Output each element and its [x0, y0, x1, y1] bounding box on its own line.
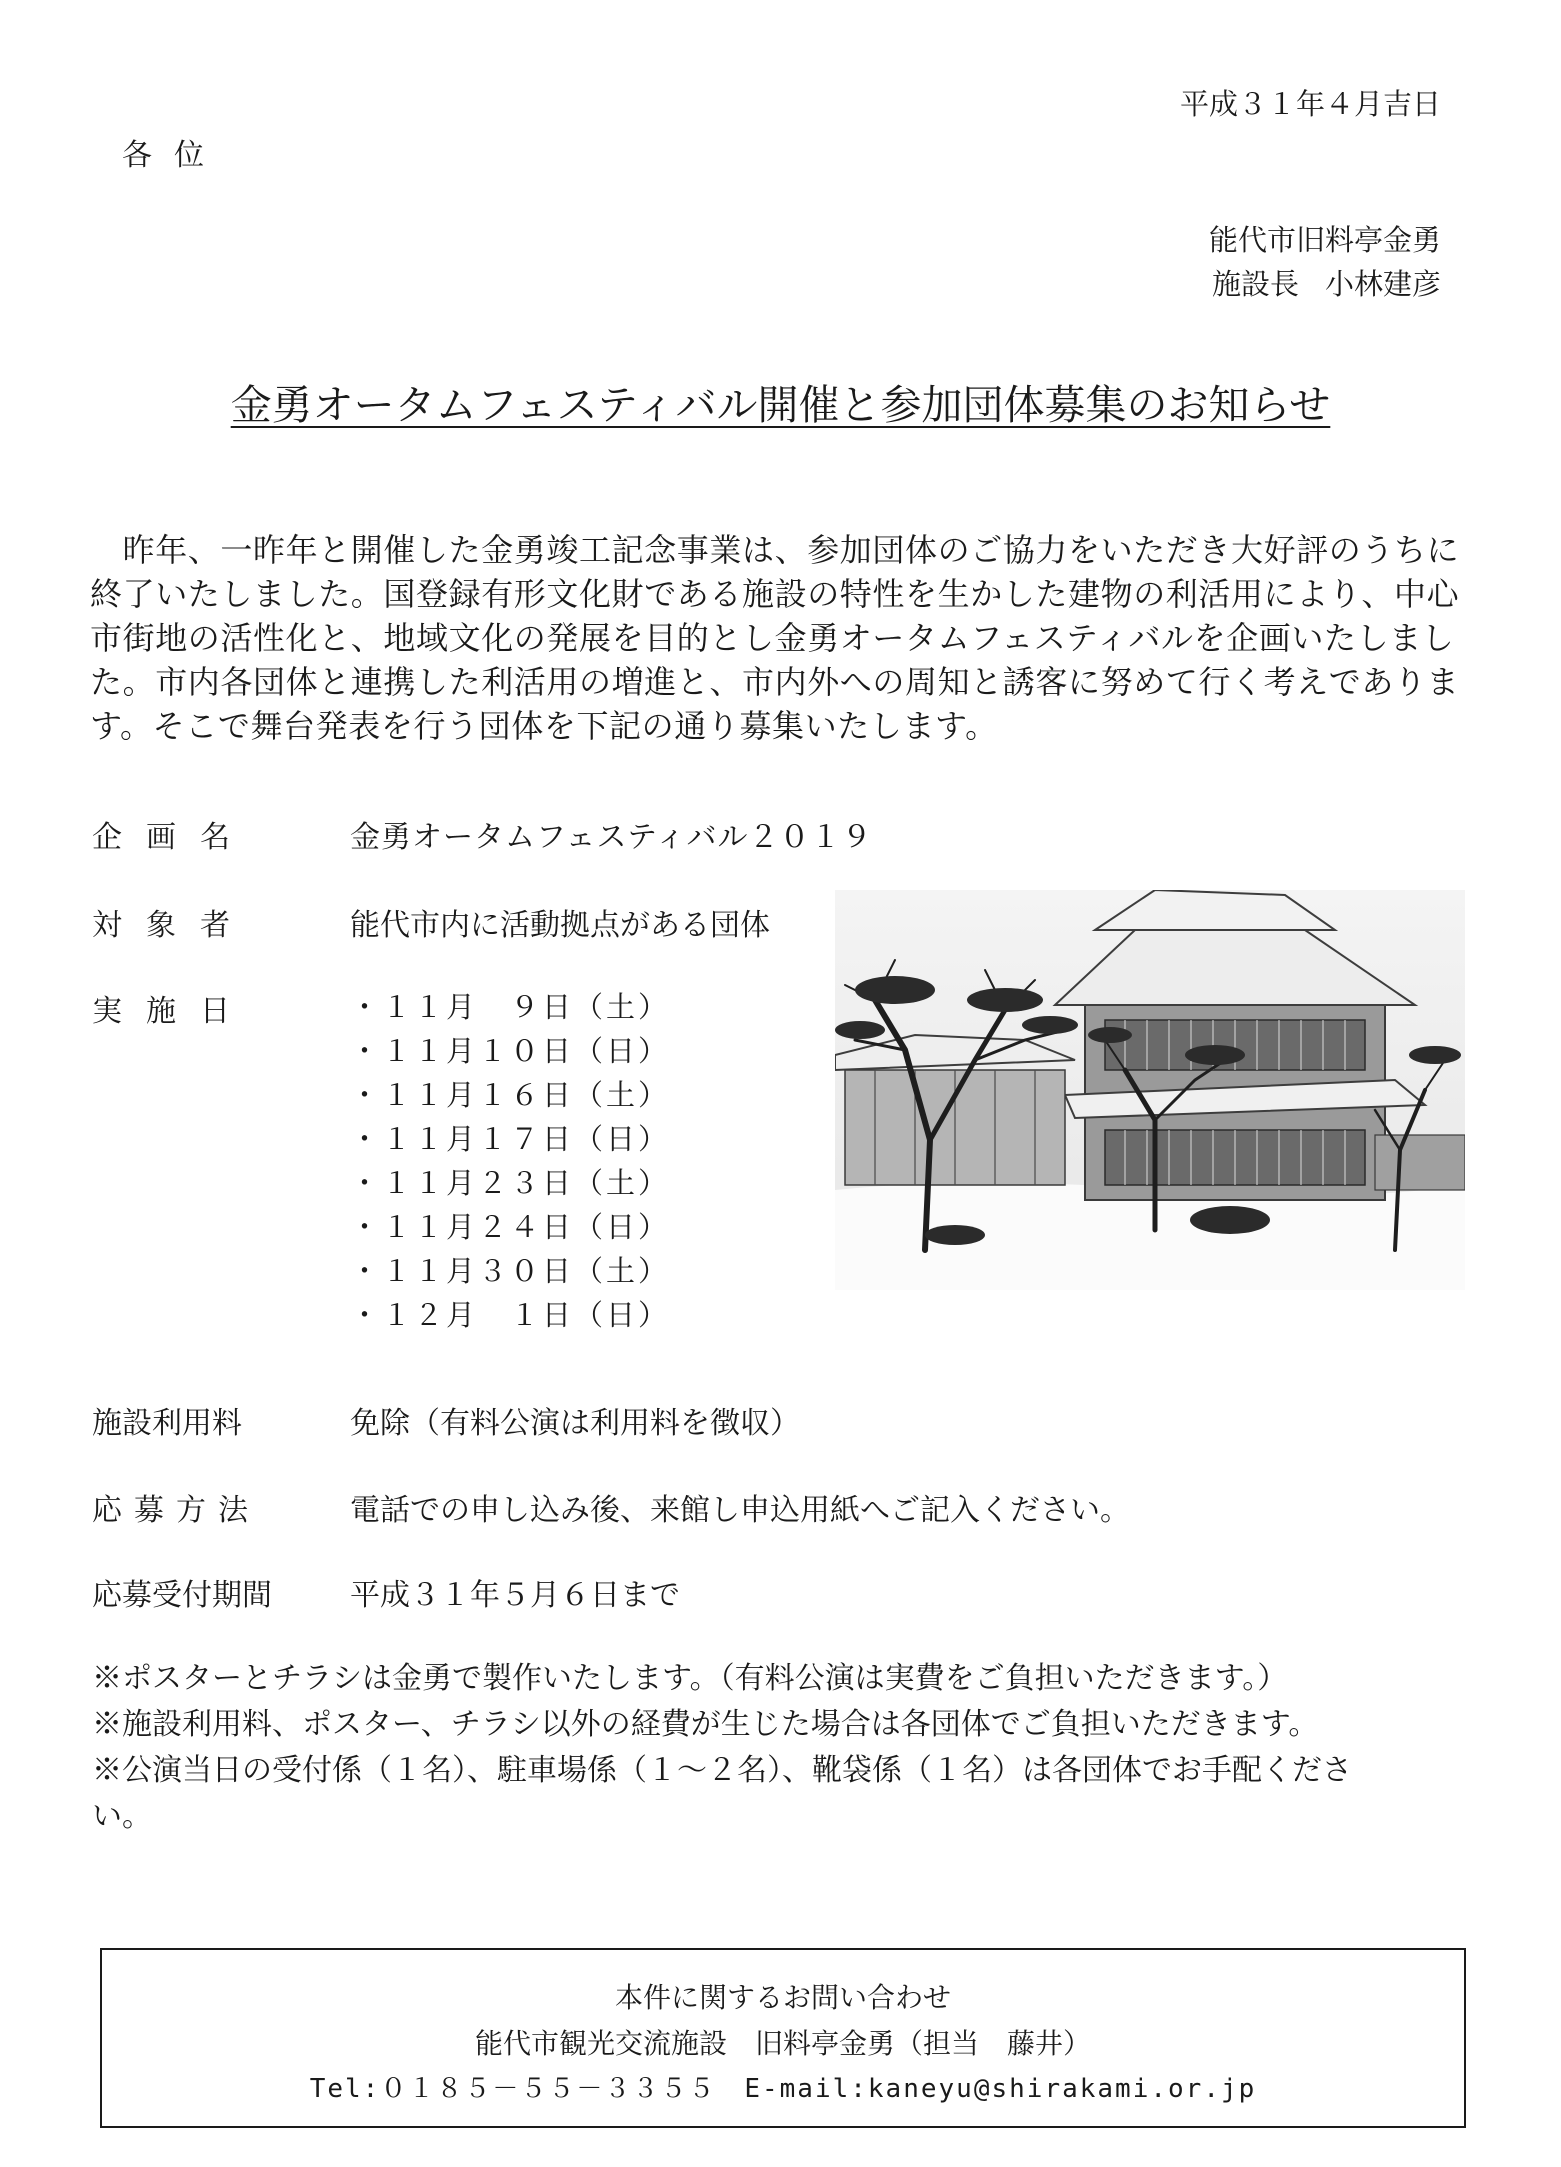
contact-box: [100, 1948, 1466, 2128]
note-line: ※施設利用料、ポスター、チラシ以外の経費が生じた場合は各団体でご負担いただきます。: [92, 1707, 1319, 1742]
project-name-value: 金勇オータムフェスティバル２０１９: [350, 820, 873, 855]
date-item: ・１１月１０日（日）: [350, 1034, 671, 1068]
target-label: 対象者: [92, 908, 254, 943]
date-item: ・１１月２４日（日）: [350, 1210, 671, 1244]
notes-section: [92, 1656, 1462, 1840]
sender-organization: 能代市旧料亭金勇: [1208, 223, 1441, 257]
fee-value: 免除（有料公演は利用料を徴収）: [350, 1406, 800, 1441]
method-value: 電話での申し込み後、来館し申込用紙へご記入ください。: [350, 1493, 1130, 1528]
sender-person: [1212, 262, 1441, 303]
date-item: ・１１月１７日（日）: [350, 1122, 671, 1156]
sender-name: 小林建彦: [1324, 267, 1441, 301]
date-item: ・１１月２３日（土）: [350, 1166, 671, 1200]
intro-line: す。そこで舞台発表を行う団体を下記の通り募集いたします。: [90, 707, 998, 745]
sender-title: 施設長: [1211, 267, 1299, 301]
snowy-building-photo: [835, 890, 1465, 1290]
intro-line: 市街地の活性化と、地域文化の発展を目的とし金勇オータムフェスティバルを企画いたしまし: [90, 619, 1455, 657]
period-value: 平成３１年５月６日まで: [350, 1578, 680, 1613]
date-item: ・１２月 １日（日）: [350, 1298, 671, 1332]
date-item: ・１１月３０日（土）: [350, 1254, 671, 1288]
method-label: 応募方法: [92, 1493, 260, 1528]
note-line: ※ポスターとチラシは金勇で製作いたします。（有料公演は実費をご負担いただきます。）: [92, 1661, 1288, 1696]
fee-label: 施設利用料: [92, 1406, 242, 1441]
contact-tel-email: Tel:０１８５－５５－３３５５ E-mail:kaneyu@shirakami.or.jp: [309, 2074, 1257, 2104]
intro-paragraph: [90, 528, 1470, 748]
date-item: ・１１月 ９日（土）: [350, 990, 671, 1024]
contact-organization: 能代市観光交流施設 旧料亭金勇（担当 藤井）: [474, 2027, 1091, 2060]
dates-label: 実施日: [92, 994, 254, 1029]
dates-list: [350, 985, 670, 1337]
contact-heading: 本件に関するお問い合わせ: [614, 1981, 951, 2014]
target-value: 能代市内に活動拠点がある団体: [350, 908, 770, 943]
page-title: 金勇オータムフェスティバル開催と参加団体募集のお知らせ: [230, 381, 1331, 429]
project-name-label: 企画名: [92, 820, 254, 855]
intro-line: 終了いたしました。国登録有形文化財である施設の特性を生かした建物の利活用により、中心: [90, 575, 1460, 613]
note-line: ※公演当日の受付係（１名）、駐車場係（１～２名）、靴袋係（１名）は各団体でお手配くださ: [92, 1753, 1352, 1788]
intro-line: 昨年、一昨年と開催した金勇竣工記念事業は、参加団体のご協力をいただき大好評のうちに: [90, 531, 1460, 569]
intro-line: た。市内各団体と連携した利活用の増進と、市内外への周知と誘客に努めて行く考えでありま: [90, 663, 1460, 701]
period-label: 応募受付期間: [92, 1578, 272, 1613]
document-date: 平成３１年４月吉日: [1179, 87, 1441, 121]
addressee: 各位: [122, 138, 226, 173]
note-line: い。: [92, 1799, 152, 1834]
date-item: ・１１月１６日（土）: [350, 1078, 671, 1112]
